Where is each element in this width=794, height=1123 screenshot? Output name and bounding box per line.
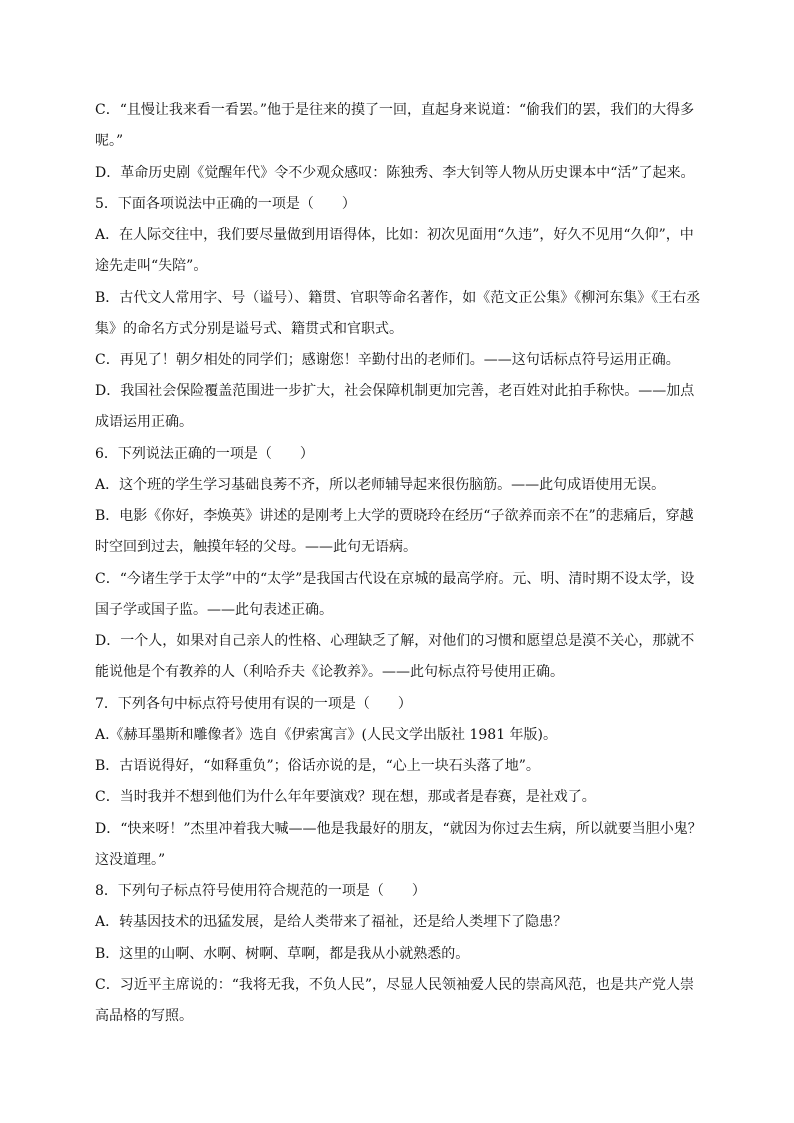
text-line: D．一个人，如果对自己亲人的性格、心理缺乏了解，对他们的习惯和愿望总是漠不关心，那就不 bbox=[95, 633, 695, 649]
text-line: 高品格的写照。 bbox=[95, 1008, 193, 1024]
text-line: B．这里的山啊、水啊、树啊、草啊，都是我从小就熟悉的。 bbox=[95, 946, 470, 962]
text-line: C．当时我并不想到他们为什么年年要演戏？现在想，那或者是春赛，是社戏了。 bbox=[95, 789, 596, 805]
text-line: C．再见了！朝夕相处的同学们；感谢您！辛勤付出的老师们。——这句话标点符号运用正确。 bbox=[95, 352, 680, 368]
text-line: B．古代文人常用字、号（谥号）、籍贯、官职等命名著作，如《范文正公集》《柳河东集》《王右丞 bbox=[95, 290, 701, 306]
text-line: A．在人际交往中，我们要尽量做到用语得体，比如：初次见面用“久违”，好久不见用“久仰”，中 bbox=[95, 227, 694, 243]
text-line: 这没道理。” bbox=[95, 852, 166, 868]
text-line: 时空回到过去，触摸年轻的父母。——此句无语病。 bbox=[95, 539, 417, 555]
text-line: 呢。” bbox=[95, 133, 124, 149]
text-line: A.《赫耳墨斯和雕像者》选自《伊索寓言》(人民文学出版社 1981 年版)。 bbox=[95, 727, 558, 743]
text-line: C．习近平主席说的：“我将无我，不负人民”，尽显人民领袖爱人民的崇高风范，也是共产党人崇 bbox=[95, 977, 695, 993]
text-line: C．“今诸生学于太学”中的“太学”是我国古代设在京城的最高学府。元、明、清时期不设太学，设 bbox=[95, 571, 695, 587]
text-line: A．转基因技术的迅猛发展，是给人类带来了福祉，还是给人类埋下了隐患？ bbox=[95, 914, 568, 930]
question-7-stem: 7．下列各句中标点符号使用有误的一项是（ ） bbox=[95, 696, 412, 712]
text-line: 成语运用正确。 bbox=[95, 414, 193, 430]
question-8-stem: 8．下列句子标点符号使用符合规范的一项是（ ） bbox=[95, 883, 426, 899]
text-line: D．“快来呀！”杰里冲着我大喊——他是我最好的朋友，“就因为你过去生病，所以就要当胆小鬼？ bbox=[95, 821, 702, 837]
text-line: D．我国社会保险覆盖范围进一步扩大，社会保障机制更加完善，老百姓对此拍手称快。——加点 bbox=[95, 383, 695, 399]
question-5-stem: 5．下面各项说法中正确的一项是（ ） bbox=[95, 196, 356, 212]
text-line: B．古语说得好，“如释重负”；俗话亦说的是，“心上一块石头落了地”。 bbox=[95, 758, 540, 774]
text-line: 能说他是个有教养的人（利哈乔夫《论教养》。——此句标点符号使用正确。 bbox=[95, 664, 564, 680]
text-line: 国子学或国子监。——此句表述正确。 bbox=[95, 602, 333, 618]
question-6-stem: 6．下列说法正确的一项是（ ） bbox=[95, 446, 314, 462]
text-line: D．革命历史剧《觉醒年代》令不少观众感叹：陈独秀、李大钊等人物从历史课本中“活”了起来。 bbox=[95, 165, 695, 181]
text-line: 途先走叫“失陪”。 bbox=[95, 258, 208, 274]
text-line: C．“且慢让我来看一看罢。”他于是往来的摸了一回，直起身来说道：“偷我们的罢，我们的大得多 bbox=[95, 102, 695, 118]
text-line: B．电影《你好，李焕英》讲述的是刚考上大学的贾晓玲在经历“子欲养而亲不在”的悲痛后，穿越 bbox=[95, 508, 694, 524]
text-line: 集》的命名方式分别是谥号式、籍贯式和官职式。 bbox=[95, 321, 403, 337]
text-line: A．这个班的学生学习基础良莠不齐，所以老师辅导起来很伤脑筋。——此句成语使用无误。 bbox=[95, 477, 666, 493]
